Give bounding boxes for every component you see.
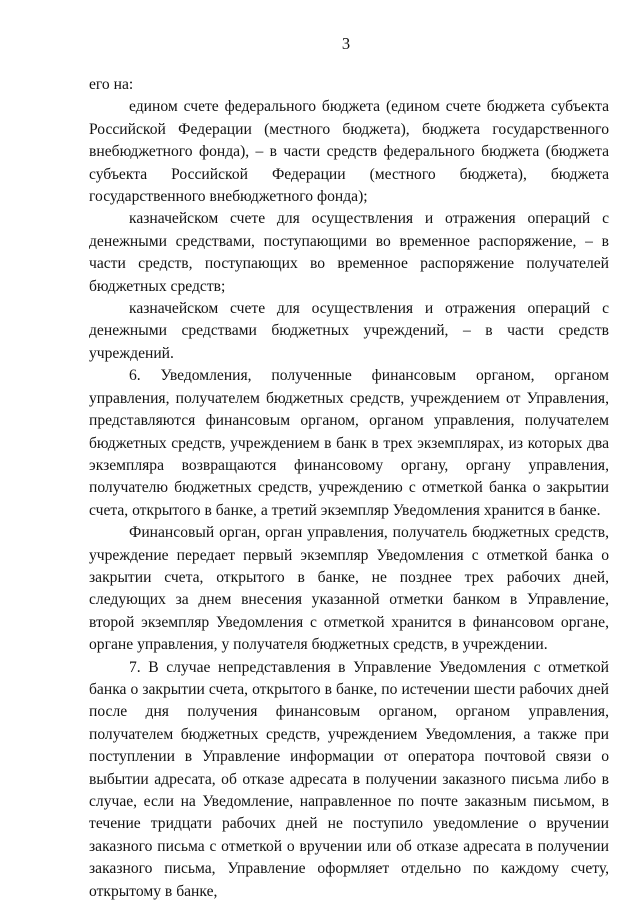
paragraph-item-6: 6. Уведомления, полученные финансовым органом, органом управления, получателем бюджетных средств, учреждением от Управления, представляются финансовым органом, органом управления, получателем бюджетных средств, учреждением в банк в трех экземплярах, из которых два экземпляра возвращаются финансовому органу, органу управления, получателю бюджетных средств, учреждению с отметкой банка о закрытии счета, открытого в банке, а третий экземпляр Уведомления хранится в банке. [89,367,609,519]
paragraph-single-account: едином счете федерального бюджета (едином счете бюджета субъекта Российской Федерации (местного бюджета), бюджета государственного внебюджетного фонда), – в части средств федерального бюджета (бюджета субъекта Российской Федерации (местного бюджета), бюджета государственного внебюджетного фонда); [89,98,609,206]
paragraph-continuation: его на: [89,76,134,93]
paragraph-financial-body: Финансовый орган, орган управления, получатель бюджетных средств, учреждение передает первый экземпляр Уведомления с отметкой банка о закрытии счета, открытого в банке, не позднее трех рабочих дней, следующих за днем внесения указанной отметки банком в Управление, второй экземпляр Уведомления с отметкой хранится в финансовом органе, органе управления, у получателя бюджетных средств, в учреждении. [89,524,609,654]
paragraph-treasury-temporary: казначейском счете для осуществления и отражения операций с денежными средствами, поступающими во временное распоряжение, – в части средств, поступающих во временное распоряжение получателей бюджетных средств; [89,210,609,295]
page-number: 3 [341,34,351,53]
paragraph-item-7: 7. В случае непредставления в Управление Уведомления с отметкой банка о закрытии счета, открытого в банке, по истечении шести рабочих дней после дня получения финансовым органом, органом управления, получателем бюджетных средств, учреждением Уведомления, а также при поступлении в Управление информации от оператора почтовой связи о выбытии адресата, об отказе адресата в получении заказного письма либо в случае, если на Уведомление, направленное по почте заказным письмом, в течение тридцати рабочих дней не поступило уведомление о вручении заказного письма с отметкой о вручении или об отказе адресата в получении заказного письма, Управление оформляет отдельно по каждому счету, открытому в банке, [89,658,609,900]
paragraph-treasury-institutions: казначейском счете для осуществления и отражения операций с денежными средствами бюджетных учреждений, – в части средств учреждений. [89,300,609,362]
document-body [89,74,609,903]
